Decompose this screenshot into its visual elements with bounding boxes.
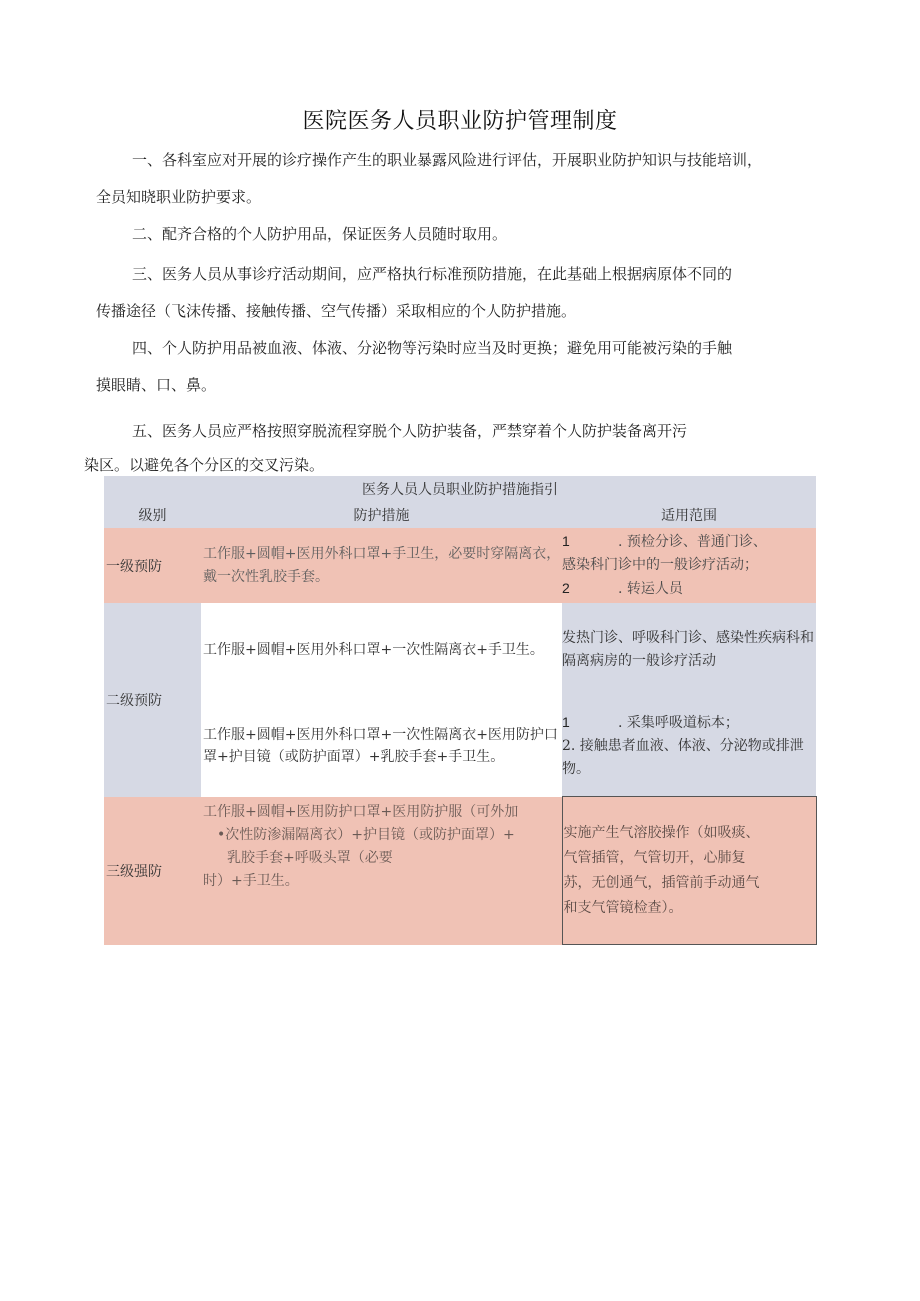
table-caption-row [104, 476, 816, 501]
paragraph-2 [96, 216, 831, 253]
paragraph-line: 染区。以避免各个分区的交叉污染。 [84, 456, 325, 474]
scope-cell [562, 797, 816, 945]
measure-cell [201, 797, 562, 945]
item-number: 1 [562, 533, 570, 549]
scope-line: 苏，无创通气，插管前手动通气 [563, 874, 760, 891]
table-row [104, 797, 816, 945]
paragraph-3 [96, 256, 831, 330]
paragraph-line: 五、医务人员应严格按照穿脱流程穿脱个人防护装备，严禁穿着个人防护装备离开污 [132, 422, 688, 440]
item-text: . 转运人员 [618, 581, 683, 597]
measure-cell: 工作服+圆帽+医用外科口罩+一次性隔离衣+手卫生。 [201, 603, 562, 696]
table-row [104, 603, 816, 696]
header-measure: 防护措施 [201, 501, 562, 528]
document-title: 医院医务人员职业防护管理制度 [302, 109, 618, 134]
paragraph-line: 四、个人防护用品被血液、体液、分泌物等污染时应当及时更换；避免用可能被污染的手触 [132, 339, 733, 357]
scope-item-cont: 感染科门诊中的一般诊疗活动； [562, 557, 758, 573]
scope-line: 和支气管镜检查）。 [563, 899, 683, 916]
paragraph-1 [96, 142, 831, 216]
paragraph-5 [84, 414, 831, 482]
measure-cell: 工作服+圆帽+医用外科口罩+手卫生，必要时穿隔离衣，戴一次性乳胶手套。 [201, 528, 562, 603]
measure-cell: 工作服+圆帽+医用外科口罩+一次性隔离衣+医用防护口罩+护目镜（或防护面罩）+乳胶手套+手卫生。 [201, 696, 562, 797]
table-row [104, 528, 816, 603]
item-number: 1 [562, 714, 570, 730]
paragraph-4 [96, 330, 831, 404]
scope-item [562, 711, 816, 735]
paragraph-line: 传播途径（飞沫传播、接触传播、空气传播）采取相应的个人防护措施。 [96, 302, 577, 320]
paragraph-line: 一、各科室应对开展的诊疗操作产生的职业暴露风险进行评估，开展职业防护知识与技能培训， [132, 151, 763, 169]
scope-item [562, 577, 816, 601]
header-level: 级别 [104, 501, 201, 528]
level-cell: 三级强防 [104, 797, 201, 945]
table-caption: 医务人员人员职业防护措施指引 [104, 476, 816, 501]
measure-line: 乳胶手套+呼吸头罩（必要 [227, 849, 393, 866]
scope-cell [562, 528, 816, 603]
paragraph-line: 全员知晓职业防护要求。 [96, 188, 262, 206]
measure-line: 工作服+圆帽+医用防护口罩+医用防护服（可外加 [203, 803, 519, 820]
level-cell: 一级预防 [104, 528, 201, 603]
protection-guide-table [104, 476, 817, 945]
measure-line: •次性防渗漏隔离衣）+护目镜（或防护面罩）+ [217, 826, 515, 843]
paragraph-line: 二、配齐合格的个人防护用品，保证医务人员随时取用。 [132, 225, 508, 243]
scope-line: 气管插管，气管切开，心肺复 [563, 849, 746, 866]
scope-item [562, 530, 816, 554]
scope-cell [562, 696, 816, 797]
scope-item: 2. 接触患者血液、体液、分泌物或排泄物。 [562, 738, 804, 777]
table-header-row [104, 501, 816, 528]
item-number: 2 [562, 580, 570, 596]
paragraph-line: 摸眼睛、口、鼻。 [96, 376, 217, 394]
item-text: . 预检分诊、普通门诊、 [618, 534, 767, 550]
header-scope: 适用范围 [562, 501, 816, 528]
scope-line: 实施产生气溶胶操作（如吸痰、 [563, 824, 760, 841]
paragraph-line: 三、医务人员从事诊疗活动期间，应严格执行标准预防措施，在此基础上根据病原体不同的 [132, 265, 733, 283]
item-text: . 采集呼吸道标本； [618, 715, 739, 731]
scope-cell: 发热门诊、呼吸科门诊、感染性疾病科和隔离病房的一般诊疗活动 [562, 603, 816, 696]
level-cell: 二级预防 [104, 603, 201, 797]
measure-line: 时）+手卫生。 [203, 872, 299, 889]
table-row [104, 696, 816, 797]
